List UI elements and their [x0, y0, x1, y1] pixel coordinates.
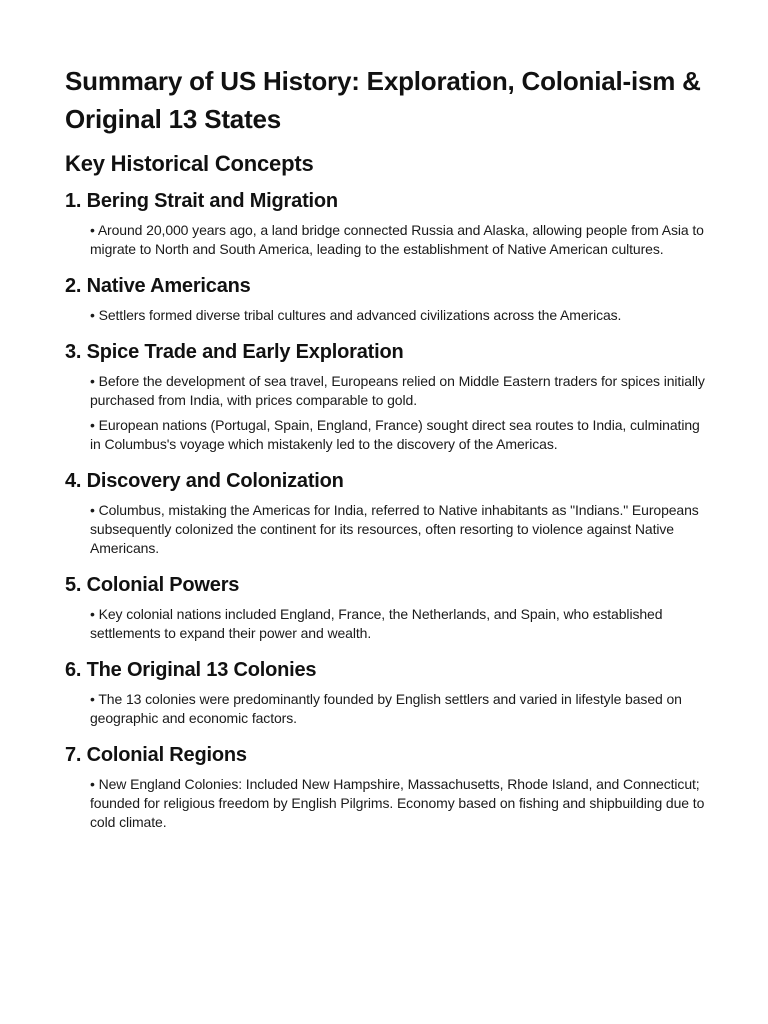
concept-heading: 5. Colonial Powers: [65, 574, 240, 596]
concept-bullet: • European nations (Portugal, Spain, England, France) sought direct sea routes to India, culminating in Columbus's voyage which mistakenly led to the discovery of the Americas.: [90, 417, 700, 452]
concept-heading: 1. Bering Strait and Migration: [65, 190, 338, 212]
concept-item-2: [65, 272, 707, 325]
concept-bullet: • Before the development of sea travel, Europeans relied on Middle Eastern traders for spices initially purchased from India, with prices comparable to gold.: [90, 373, 705, 408]
concept-bullet: • The 13 colonies were predominantly founded by English settlers and varied in lifestyle based on geographic and economic factors.: [90, 691, 682, 726]
concept-item-1: [65, 187, 707, 259]
concept-item-5: [65, 571, 707, 643]
document-page: [65, 62, 707, 845]
concept-bullet: • New England Colonies: Included New Hampshire, Massachusetts, Rhode Island, and Connecticut; founded for religious freedom by English Pilgrims. Economy based on fishing and shipbuilding due to cold climate.: [90, 776, 705, 830]
concept-item-6: [65, 656, 707, 728]
section-heading: Key Historical Concepts: [65, 151, 314, 176]
concept-bullet: • Columbus, mistaking the Americas for India, referred to Native inhabitants as "Indians." Europeans subsequently colonized the continent for its resources, often resorting to violence against Native Americans.: [90, 502, 699, 556]
concept-heading: 7. Colonial Regions: [65, 744, 247, 766]
concept-bullet: • Settlers formed diverse tribal cultures and advanced civilizations across the Americas.: [90, 307, 622, 323]
concept-bullet: • Key colonial nations included England, France, the Netherlands, and Spain, who established settlements to expand their power and wealth.: [90, 606, 663, 641]
concept-item-3: [65, 338, 707, 454]
concept-heading: 2. Native Americans: [65, 275, 251, 297]
concept-bullet: • Around 20,000 years ago, a land bridge connected Russia and Alaska, allowing people from Asia to migrate to North and South America, leading to the establishment of Native American cultures.: [90, 222, 704, 257]
concept-item-4: [65, 467, 707, 558]
concept-heading: 4. Discovery and Colonization: [65, 470, 344, 492]
concept-heading: 6. The Original 13 Colonies: [65, 659, 317, 681]
concept-item-7: [65, 741, 707, 832]
concept-heading: 3. Spice Trade and Early Exploration: [65, 341, 404, 363]
document-title: Summary of US History: Exploration, Colonial-ism & Original 13 States: [65, 66, 701, 134]
